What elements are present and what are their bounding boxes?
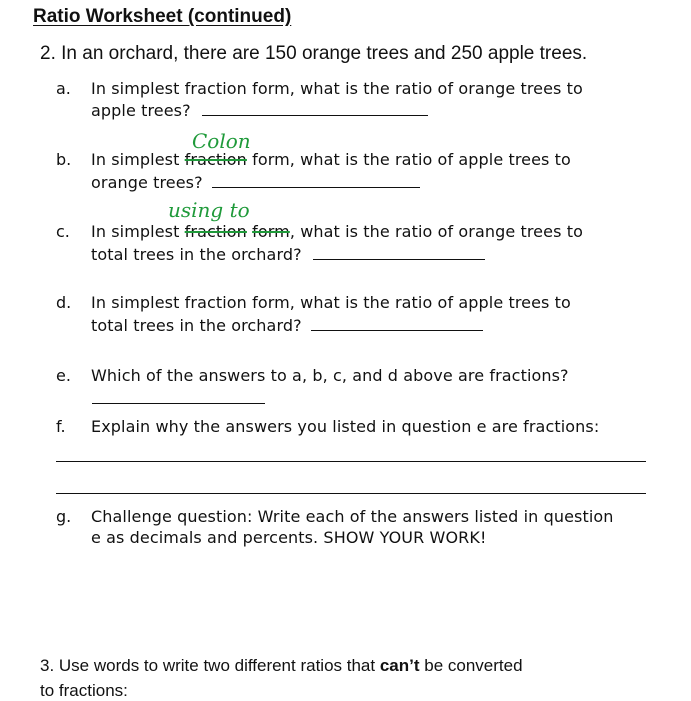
- part-a-answer-blank[interactable]: [202, 101, 428, 116]
- part-c-line1-pre: In simplest: [91, 222, 185, 241]
- part-b-line2: [91, 173, 420, 192]
- question-2-text: In an orchard, there are 150 orange trees and 250 apple trees.: [61, 43, 588, 64]
- part-a-line2: [91, 101, 428, 120]
- question-3-line1: [40, 656, 523, 676]
- part-c-line1: [91, 222, 583, 241]
- part-b-line1-pre: In simplest: [91, 150, 185, 169]
- part-d-line2-text: total trees in the orchard?: [91, 316, 302, 335]
- part-f-label: f.: [56, 417, 66, 436]
- part-e-label: e.: [56, 366, 71, 385]
- part-f-answer-line-2[interactable]: [56, 493, 646, 494]
- part-c-line2-text: total trees in the orchard?: [91, 245, 302, 264]
- part-g-line2: e as decimals and percents. SHOW YOUR WORK!: [91, 528, 487, 547]
- part-e-answer-blank[interactable]: [92, 403, 265, 404]
- part-c-line1-post: , what is the ratio of orange trees to: [289, 222, 583, 241]
- part-c-struck-word-2: form: [252, 222, 290, 241]
- part-d-line1: In simplest fraction form, what is the ratio of apple trees to: [91, 293, 571, 312]
- question-3-line2: to fractions:: [40, 681, 128, 700]
- part-d-line2: [91, 316, 483, 335]
- part-c-line2: [91, 245, 485, 264]
- part-c-struck-word-1: fraction: [184, 222, 247, 241]
- question-3-emphasis: can’t: [379, 656, 420, 675]
- handwritten-colon-annotation: Colon: [192, 129, 251, 153]
- part-a-line1: In simplest fraction form, what is the ratio of orange trees to: [91, 79, 583, 98]
- question-3-text-post: be converted: [419, 656, 523, 675]
- part-f-line1: Explain why the answers you listed in question e are fractions:: [91, 417, 600, 436]
- part-g-label: g.: [56, 507, 72, 526]
- part-b-label: b.: [56, 150, 72, 169]
- worksheet-title: Ratio Worksheet (continued): [33, 6, 292, 27]
- part-c-answer-blank[interactable]: [313, 245, 485, 260]
- part-b-line1: [91, 150, 571, 169]
- part-d-answer-blank[interactable]: [311, 316, 483, 331]
- question-2-stem: [40, 43, 587, 65]
- part-g-line1: Challenge question: Write each of the answers listed in question: [91, 507, 614, 526]
- handwritten-using-to-annotation: using to: [168, 198, 250, 222]
- part-b-struck-word: fraction: [184, 150, 247, 169]
- part-b-line2-text: orange trees?: [91, 173, 203, 192]
- part-b-answer-blank[interactable]: [212, 173, 420, 188]
- part-a-label: a.: [56, 79, 71, 98]
- part-d-label: d.: [56, 293, 72, 312]
- part-b-line1-post: form, what is the ratio of apple trees to: [246, 150, 571, 169]
- part-f-answer-line-1[interactable]: [56, 461, 646, 462]
- part-e-line1: Which of the answers to a, b, c, and d above are fractions?: [91, 366, 569, 385]
- question-3-text-pre: 3. Use words to write two different ratios that: [40, 656, 380, 675]
- question-2-number: 2.: [40, 43, 56, 64]
- part-c-label: c.: [56, 222, 70, 241]
- part-a-line2-text: apple trees?: [91, 101, 191, 120]
